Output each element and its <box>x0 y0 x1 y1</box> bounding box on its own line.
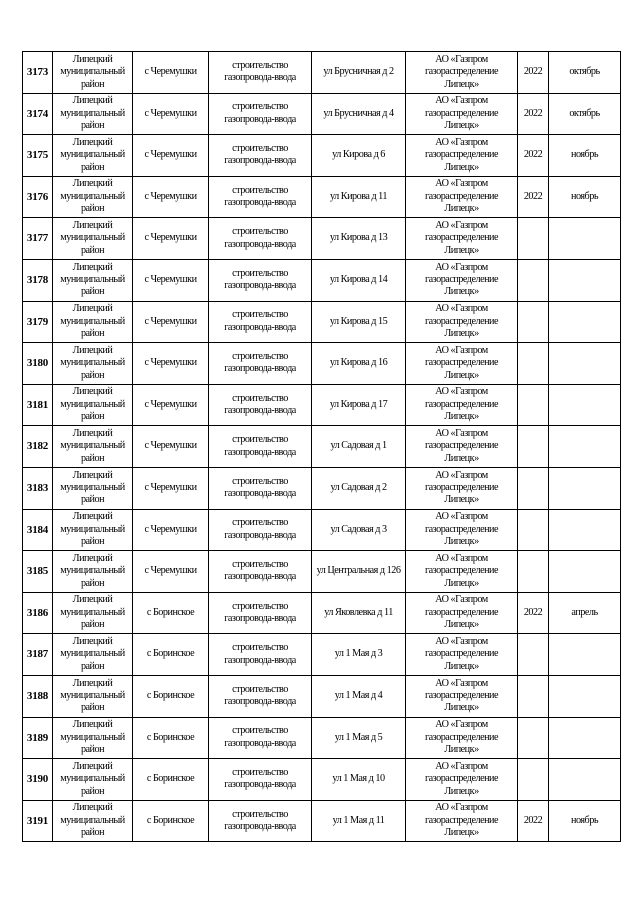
work-type-cell: строительство газопровода-ввода <box>209 800 312 842</box>
work-type-cell: строительство газопровода-ввода <box>209 467 312 509</box>
table-row <box>23 259 621 301</box>
district-cell: Липецкий муниципальный район <box>53 717 133 759</box>
work-type-cell: строительство газопровода-ввода <box>209 634 312 676</box>
row-number-cell: 3182 <box>23 426 53 468</box>
month-cell <box>549 343 621 385</box>
table-row <box>23 93 621 135</box>
address-cell: ул Садовая д 3 <box>312 509 406 551</box>
district-cell: Липецкий муниципальный район <box>53 93 133 135</box>
year-cell <box>518 759 549 801</box>
address-cell: ул Брусничная д 2 <box>312 52 406 94</box>
table-row <box>23 759 621 801</box>
address-cell: ул Яковлевка д 11 <box>312 592 406 634</box>
row-number-cell: 3174 <box>23 93 53 135</box>
village-cell: с Черемушки <box>133 509 209 551</box>
village-cell: с Боринское <box>133 634 209 676</box>
address-cell: ул 1 Мая д 10 <box>312 759 406 801</box>
organization-cell: АО «Газпром газораспределение Липецк» <box>406 717 518 759</box>
year-cell <box>518 675 549 717</box>
village-cell: с Черемушки <box>133 218 209 260</box>
row-number-cell: 3181 <box>23 384 53 426</box>
year-cell: 2022 <box>518 52 549 94</box>
village-cell: с Черемушки <box>133 52 209 94</box>
district-cell: Липецкий муниципальный район <box>53 759 133 801</box>
row-number-cell: 3185 <box>23 551 53 593</box>
district-cell: Липецкий муниципальный район <box>53 135 133 177</box>
village-cell: с Черемушки <box>133 384 209 426</box>
row-number-cell: 3191 <box>23 800 53 842</box>
table-row <box>23 717 621 759</box>
organization-cell: АО «Газпром газораспределение Липецк» <box>406 634 518 676</box>
organization-cell: АО «Газпром газораспределение Липецк» <box>406 509 518 551</box>
organization-cell: АО «Газпром газораспределение Липецк» <box>406 551 518 593</box>
district-cell: Липецкий муниципальный район <box>53 634 133 676</box>
row-number-cell: 3176 <box>23 176 53 218</box>
row-number-cell: 3178 <box>23 259 53 301</box>
work-type-cell: строительство газопровода-ввода <box>209 426 312 468</box>
organization-cell: АО «Газпром газораспределение Липецк» <box>406 384 518 426</box>
table-row <box>23 800 621 842</box>
row-number-cell: 3173 <box>23 52 53 94</box>
district-cell: Липецкий муниципальный район <box>53 800 133 842</box>
address-cell: ул 1 Мая д 3 <box>312 634 406 676</box>
row-number-cell: 3184 <box>23 509 53 551</box>
village-cell: с Боринское <box>133 759 209 801</box>
address-cell: ул Садовая д 1 <box>312 426 406 468</box>
year-cell <box>518 509 549 551</box>
organization-cell: АО «Газпром газораспределение Липецк» <box>406 592 518 634</box>
table-row <box>23 467 621 509</box>
year-cell <box>518 218 549 260</box>
month-cell <box>549 551 621 593</box>
address-cell: ул Кирова д 6 <box>312 135 406 177</box>
work-type-cell: строительство газопровода-ввода <box>209 301 312 343</box>
year-cell <box>518 384 549 426</box>
month-cell <box>549 426 621 468</box>
table-row <box>23 52 621 94</box>
month-cell <box>549 717 621 759</box>
year-cell <box>518 467 549 509</box>
organization-cell: АО «Газпром газораспределение Липецк» <box>406 135 518 177</box>
address-cell: ул Садовая д 2 <box>312 467 406 509</box>
district-cell: Липецкий муниципальный район <box>53 52 133 94</box>
organization-cell: АО «Газпром газораспределение Липецк» <box>406 176 518 218</box>
village-cell: с Черемушки <box>133 135 209 177</box>
gas-connection-table <box>22 51 621 842</box>
organization-cell: АО «Газпром газораспределение Липецк» <box>406 52 518 94</box>
address-cell: ул Брусничная д 4 <box>312 93 406 135</box>
organization-cell: АО «Газпром газораспределение Липецк» <box>406 800 518 842</box>
table-row <box>23 218 621 260</box>
month-cell <box>549 467 621 509</box>
organization-cell: АО «Газпром газораспределение Липецк» <box>406 759 518 801</box>
work-type-cell: строительство газопровода-ввода <box>209 592 312 634</box>
district-cell: Липецкий муниципальный район <box>53 301 133 343</box>
work-type-cell: строительство газопровода-ввода <box>209 176 312 218</box>
month-cell <box>549 384 621 426</box>
table-row <box>23 301 621 343</box>
year-cell: 2022 <box>518 592 549 634</box>
row-number-cell: 3179 <box>23 301 53 343</box>
row-number-cell: 3188 <box>23 675 53 717</box>
year-cell <box>518 301 549 343</box>
year-cell: 2022 <box>518 93 549 135</box>
district-cell: Липецкий муниципальный район <box>53 176 133 218</box>
table-row <box>23 634 621 676</box>
table-row <box>23 343 621 385</box>
table-body <box>23 52 621 842</box>
month-cell <box>549 634 621 676</box>
village-cell: с Черемушки <box>133 176 209 218</box>
year-cell <box>518 259 549 301</box>
month-cell: ноябрь <box>549 135 621 177</box>
table-row <box>23 426 621 468</box>
table-row <box>23 176 621 218</box>
village-cell: с Черемушки <box>133 426 209 468</box>
month-cell: ноябрь <box>549 176 621 218</box>
village-cell: с Боринское <box>133 717 209 759</box>
village-cell: с Черемушки <box>133 551 209 593</box>
district-cell: Липецкий муниципальный район <box>53 218 133 260</box>
organization-cell: АО «Газпром газораспределение Липецк» <box>406 259 518 301</box>
work-type-cell: строительство газопровода-ввода <box>209 218 312 260</box>
work-type-cell: строительство газопровода-ввода <box>209 93 312 135</box>
year-cell <box>518 426 549 468</box>
table-row <box>23 509 621 551</box>
month-cell <box>549 509 621 551</box>
district-cell: Липецкий муниципальный район <box>53 384 133 426</box>
work-type-cell: строительство газопровода-ввода <box>209 52 312 94</box>
work-type-cell: строительство газопровода-ввода <box>209 135 312 177</box>
district-cell: Липецкий муниципальный район <box>53 551 133 593</box>
village-cell: с Черемушки <box>133 343 209 385</box>
village-cell: с Черемушки <box>133 93 209 135</box>
district-cell: Липецкий муниципальный район <box>53 343 133 385</box>
address-cell: ул Кирова д 15 <box>312 301 406 343</box>
row-number-cell: 3175 <box>23 135 53 177</box>
address-cell: ул 1 Мая д 11 <box>312 800 406 842</box>
row-number-cell: 3187 <box>23 634 53 676</box>
month-cell <box>549 259 621 301</box>
village-cell: с Черемушки <box>133 467 209 509</box>
address-cell: ул Центральная д 126 <box>312 551 406 593</box>
address-cell: ул Кирова д 16 <box>312 343 406 385</box>
month-cell: апрель <box>549 592 621 634</box>
month-cell: ноябрь <box>549 800 621 842</box>
work-type-cell: строительство газопровода-ввода <box>209 551 312 593</box>
year-cell: 2022 <box>518 800 549 842</box>
year-cell: 2022 <box>518 176 549 218</box>
organization-cell: АО «Газпром газораспределение Липецк» <box>406 93 518 135</box>
organization-cell: АО «Газпром газораспределение Липецк» <box>406 426 518 468</box>
village-cell: с Боринское <box>133 675 209 717</box>
work-type-cell: строительство газопровода-ввода <box>209 717 312 759</box>
month-cell: октябрь <box>549 93 621 135</box>
year-cell: 2022 <box>518 135 549 177</box>
work-type-cell: строительство газопровода-ввода <box>209 259 312 301</box>
organization-cell: АО «Газпром газораспределение Липецк» <box>406 343 518 385</box>
district-cell: Липецкий муниципальный район <box>53 426 133 468</box>
month-cell <box>549 759 621 801</box>
year-cell <box>518 343 549 385</box>
district-cell: Липецкий муниципальный район <box>53 592 133 634</box>
district-cell: Липецкий муниципальный район <box>53 509 133 551</box>
organization-cell: АО «Газпром газораспределение Липецк» <box>406 467 518 509</box>
village-cell: с Боринское <box>133 800 209 842</box>
row-number-cell: 3190 <box>23 759 53 801</box>
address-cell: ул 1 Мая д 4 <box>312 675 406 717</box>
table-row <box>23 675 621 717</box>
month-cell <box>549 675 621 717</box>
district-cell: Липецкий муниципальный район <box>53 259 133 301</box>
address-cell: ул Кирова д 11 <box>312 176 406 218</box>
table-row <box>23 592 621 634</box>
row-number-cell: 3186 <box>23 592 53 634</box>
district-cell: Липецкий муниципальный район <box>53 675 133 717</box>
organization-cell: АО «Газпром газораспределение Липецк» <box>406 675 518 717</box>
year-cell <box>518 717 549 759</box>
organization-cell: АО «Газпром газораспределение Липецк» <box>406 301 518 343</box>
address-cell: ул Кирова д 17 <box>312 384 406 426</box>
table-row <box>23 135 621 177</box>
village-cell: с Боринское <box>133 592 209 634</box>
work-type-cell: строительство газопровода-ввода <box>209 759 312 801</box>
month-cell <box>549 301 621 343</box>
village-cell: с Черемушки <box>133 259 209 301</box>
work-type-cell: строительство газопровода-ввода <box>209 509 312 551</box>
address-cell: ул 1 Мая д 5 <box>312 717 406 759</box>
table-row <box>23 551 621 593</box>
district-cell: Липецкий муниципальный район <box>53 467 133 509</box>
row-number-cell: 3183 <box>23 467 53 509</box>
table-row <box>23 384 621 426</box>
year-cell <box>518 551 549 593</box>
address-cell: ул Кирова д 14 <box>312 259 406 301</box>
row-number-cell: 3180 <box>23 343 53 385</box>
village-cell: с Черемушки <box>133 301 209 343</box>
work-type-cell: строительство газопровода-ввода <box>209 343 312 385</box>
work-type-cell: строительство газопровода-ввода <box>209 675 312 717</box>
organization-cell: АО «Газпром газораспределение Липецк» <box>406 218 518 260</box>
month-cell <box>549 218 621 260</box>
row-number-cell: 3177 <box>23 218 53 260</box>
row-number-cell: 3189 <box>23 717 53 759</box>
address-cell: ул Кирова д 13 <box>312 218 406 260</box>
month-cell: октябрь <box>549 52 621 94</box>
work-type-cell: строительство газопровода-ввода <box>209 384 312 426</box>
year-cell <box>518 634 549 676</box>
